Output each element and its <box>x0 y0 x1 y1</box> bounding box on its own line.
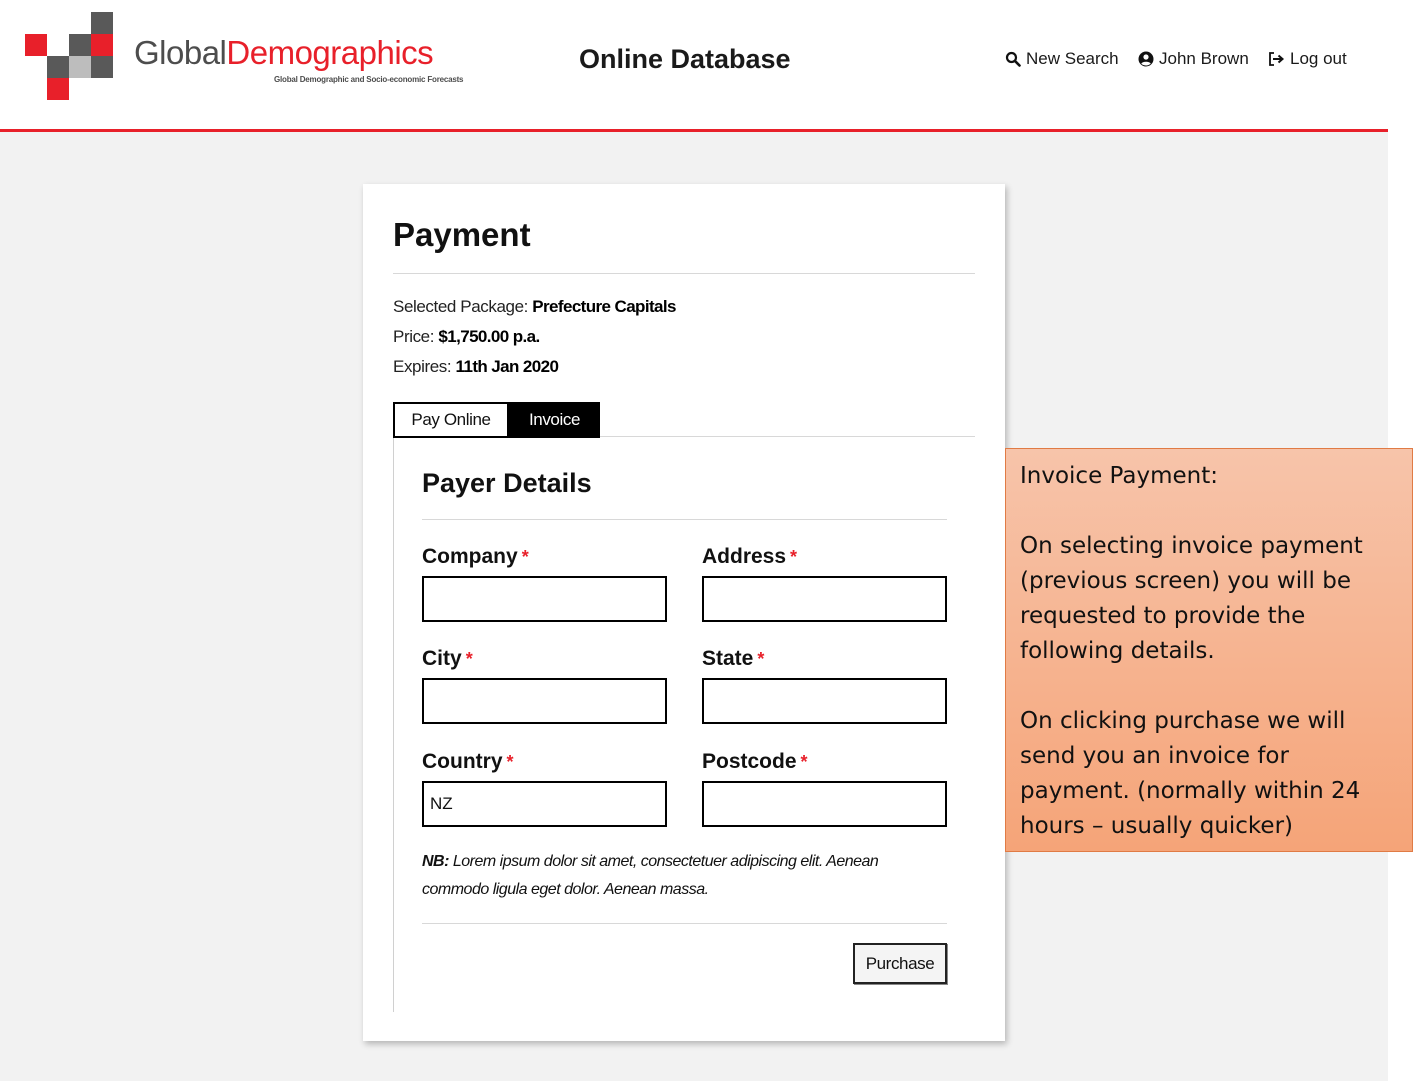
divider <box>393 273 975 274</box>
address-label-text: Address <box>702 545 787 568</box>
note-body: Lorem ipsum dolor sit amet, consectetuer adipiscing elit. Aenean commodo ligula eget dolor. Aenean massa. <box>422 853 879 898</box>
address-label <box>702 545 797 569</box>
city-field[interactable] <box>422 678 667 724</box>
company-label-text: Company <box>422 545 518 568</box>
city-label-text: City <box>422 647 462 670</box>
top-header <box>0 0 1388 132</box>
note-prefix: NB: <box>422 853 449 870</box>
required-marker: * <box>757 649 765 669</box>
required-marker: * <box>790 547 798 567</box>
state-label <box>702 647 764 671</box>
postcode-label-text: Postcode <box>702 750 797 773</box>
required-marker: * <box>800 752 808 772</box>
user-name-label: John Brown <box>1159 49 1249 68</box>
postcode-label <box>702 750 808 774</box>
divider <box>422 519 947 520</box>
tab-panel-border <box>393 438 394 1012</box>
price-value: $1,750.00 p.a. <box>438 327 540 346</box>
brand-tagline: Global Demographic and Socio-economic Forecasts <box>274 75 464 84</box>
payment-title: Payment <box>393 216 531 253</box>
log-out-label: Log out <box>1290 49 1347 68</box>
page-header-title: Online Database <box>579 44 791 74</box>
payer-details-title: Payer Details <box>422 468 592 498</box>
required-marker: * <box>506 752 514 772</box>
new-search-label: New Search <box>1026 49 1119 68</box>
new-search-link[interactable] <box>1005 49 1119 69</box>
callout-heading: Invoice Payment: <box>1020 463 1218 489</box>
logo-icon <box>25 12 113 100</box>
selected-package-line <box>393 297 676 317</box>
search-icon <box>1005 51 1021 67</box>
tab-underline <box>600 436 975 437</box>
callout-paragraph-2: On clicking purchase we will send you an invoice for payment. (normally within 24 hours – usually quicker) <box>1020 708 1361 839</box>
expires-value: 11th Jan 2020 <box>455 357 559 376</box>
purchase-button[interactable]: Purchase <box>853 943 947 984</box>
brand-name <box>134 34 433 72</box>
divider <box>422 923 947 924</box>
company-label <box>422 545 529 569</box>
invoice-payment-callout <box>1005 448 1413 852</box>
sign-out-icon <box>1267 51 1285 67</box>
brand-demographics: Demographics <box>226 34 434 71</box>
required-marker: * <box>521 547 529 567</box>
tab-pay-online[interactable]: Pay Online <box>393 402 509 438</box>
user-icon <box>1138 51 1154 67</box>
price-line <box>393 327 540 347</box>
tab-invoice[interactable]: Invoice <box>509 402 600 438</box>
brand-global: Global <box>134 34 227 71</box>
country-field[interactable] <box>422 781 667 827</box>
state-field[interactable] <box>702 678 947 724</box>
postcode-field[interactable] <box>702 781 947 827</box>
required-marker: * <box>465 649 473 669</box>
package-value: Prefecture Capitals <box>532 297 676 316</box>
country-label <box>422 750 514 774</box>
country-label-text: Country <box>422 750 503 773</box>
payment-card <box>363 184 1005 1041</box>
price-label: Price: <box>393 327 435 346</box>
address-field[interactable] <box>702 576 947 622</box>
log-out-link[interactable] <box>1267 49 1347 69</box>
payment-method-tabs <box>393 402 600 438</box>
package-label: Selected Package: <box>393 297 528 316</box>
state-label-text: State <box>702 647 754 670</box>
note-text <box>422 848 942 904</box>
company-field[interactable] <box>422 576 667 622</box>
expires-label: Expires: <box>393 357 452 376</box>
callout-paragraph-1: On selecting invoice payment (previous screen) you will be requested to provide the following details. <box>1020 533 1363 664</box>
expires-line <box>393 357 558 377</box>
user-account-link[interactable] <box>1138 49 1249 69</box>
city-label <box>422 647 473 671</box>
